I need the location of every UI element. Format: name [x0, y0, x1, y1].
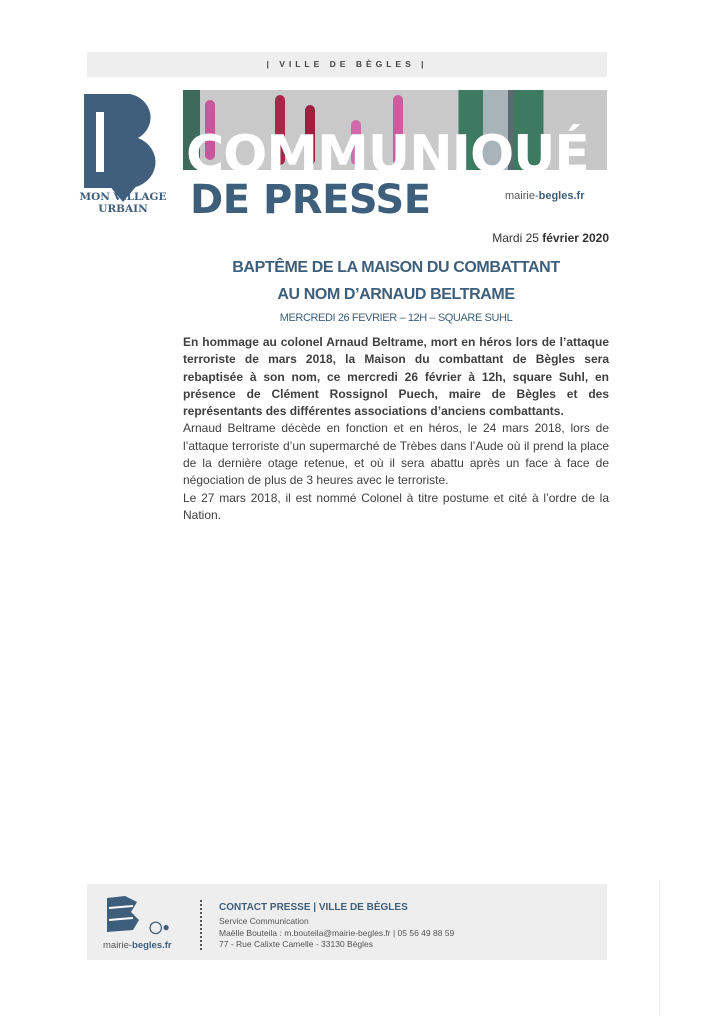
lead-paragraph: En hommage au colonel Arnaud Beltrame, mort en héros lors de l’attaque terroriste de mars 2018, la Maison du combattant de Bègles sera rebaptisée à son nom, ce mercredi 26 février à 12h, square Suhl, en présence de Clément Rossignol Puech, maire de Bègles et des représentants des différentes associations d’anciens combattants. [183, 335, 609, 419]
footer-site-link[interactable]: mairie-begles.fr [103, 940, 172, 951]
page-edge [659, 880, 660, 1015]
banner-title-communique: COMMUNIQUÉ [186, 125, 589, 185]
article-body [183, 334, 609, 524]
begles-footer-logo-icon [103, 894, 143, 934]
paragraph: Arnaud Beltrame décède en fonction et en héros, le 24 mars 2018, lors de l’attaque terroriste d’un supermarché de Trèbes dans l’Aude où il prend la place de la dernière otage retenue, et où il sera abattu après un face à face de négociation de plus de 3 heures avec le terroriste. [183, 421, 609, 488]
header-band: | VILLE DE BÈGLES | [87, 52, 607, 77]
logo-tagline: MON VILLAGE URBAIN [79, 191, 167, 215]
facebook-icon[interactable]: ● [162, 920, 170, 934]
twitter-icon[interactable]: ◯ [149, 920, 163, 934]
contact-person: Maëlle Bouteila : m.bouteila@mairie-begles.fr | 05 56 49 88 59 [219, 927, 455, 938]
divider [200, 900, 202, 950]
event-subtitle: MERCREDI 26 FEVRIER – 12H – SQUARE SUHL [279, 312, 513, 324]
contact-address: 77 - Rue Calixte Camelle - 33130 Bègles [219, 939, 374, 949]
release-date: Mardi 25 février 2020 [492, 231, 609, 245]
contact-heading: CONTACT PRESSE | VILLE DE BÈGLES [219, 902, 408, 913]
contact-service: Service Communication [219, 916, 309, 926]
paragraph: Le 27 mars 2018, il est nommé Colonel à titre postume et cité à l’ordre de la Nation. [183, 490, 609, 522]
banner-title-presse: DE PRESSE [190, 177, 431, 223]
press-contact-footer [87, 884, 607, 960]
headline-line-2: AU NOM D’ARNAUD BELTRAME [277, 286, 515, 303]
header-site-link[interactable]: mairie-begles.fr [505, 190, 585, 202]
headline-line-1: BAPTÊME DE LA MAISON DU COMBATTANT [232, 259, 560, 276]
